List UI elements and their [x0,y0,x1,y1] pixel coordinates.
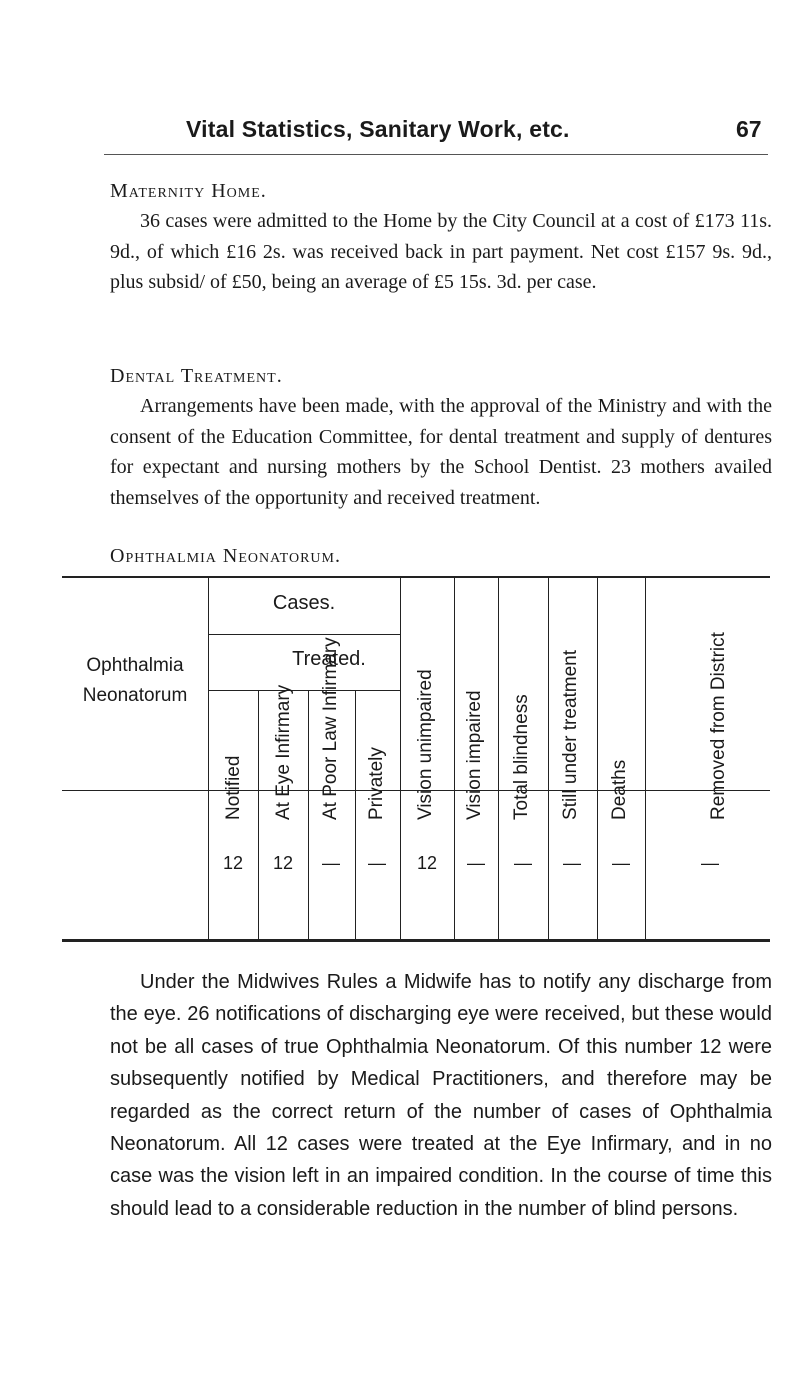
ophthalmia-paragraph: Under the Midwives Rules a Midwife has to notify any discharge from the eye. 26 notifications of discharging eye were received, but these would not be all cases of true Ophthalmia Neonatorum. Of this number 12 were subsequently notified by Medical Practitioners, and therefore may be regarded as the correct return of the number of cases of Ophthalmia Neonatorum. All 12 cases were treated at the Eye Infirmary, and in no case was the vision left in an impaired condition. In the course of time this should lead to a considerable reduction in the number of blind persons. [110,971,772,1220]
col-divider [208,578,209,940]
col-header-poor-law-infirmary: At Poor Law Infirmary [320,637,341,820]
cases-group-rule [208,634,400,635]
cell-removed-from-district: — [701,853,719,873]
cell-total-blindness: — [514,853,532,873]
cases-group-header: Cases. [272,592,336,614]
col-divider [597,578,598,940]
col-header-removed-from-district: Removed from District [708,632,729,820]
col-header-deaths: Deaths [609,759,630,820]
col-divider [308,690,309,940]
row-label-line2: Neonatorum [82,685,188,706]
cell-privately: — [368,853,386,873]
dental-heading: Dental Treatment. [110,365,283,387]
col-header-vision-impaired: Vision impaired [464,690,485,820]
table-bottom-rule [62,939,770,942]
cell-eye-infirmary: 12 [272,853,294,873]
col-divider [400,578,401,940]
col-divider [454,578,455,940]
page-number: 67 [736,116,762,142]
running-title: Vital Statistics, Sanitary Work, etc. [186,116,570,142]
table-top-rule [62,576,770,578]
maternity-paragraph: 36 cases were admitted to the Home by the City Council at a cost of £173 11s. 9d., of which £16 2s. was received back in part payment. Net cost £157 9s. 9d., plus subsid/ of £50, being an average of £5 15s. 3d. per case. [110,210,772,293]
col-divider [258,690,259,940]
cell-deaths: — [612,853,630,873]
ophthalmia-heading: Ophthalmia Neonatorum. [110,545,341,567]
col-divider [548,578,549,940]
treated-group-header: Treated. [292,648,366,670]
col-header-still-under-treatment: Still under treatment [560,649,581,820]
cell-vision-unimpaired: 12 [416,853,438,873]
col-divider [645,578,646,940]
col-divider [355,690,356,940]
cell-notified: 12 [222,853,244,873]
col-header-notified: Notified [223,755,244,820]
maternity-heading: Maternity Home. [110,180,267,202]
col-header-eye-infirmary: At Eye Infirmary [273,684,294,820]
cell-vision-impaired: — [467,853,485,873]
row-label-line1: Ophthalmia [86,655,184,676]
col-header-total-blindness: Total blindness [511,694,532,820]
cell-poor-law-infirmary: — [322,853,340,873]
dental-paragraph: Arrangements have been made, with the approval of the Ministry and with the consent of the Education Committee, for dental treatment and supply of dentures for expectant and nursing mothers by the School Dentist. 23 mothers availed themselves of the opportunity and received treatment. [110,395,772,509]
col-header-vision-unimpaired: Vision unimpaired [415,669,436,820]
col-divider [498,578,499,940]
col-header-privately: Privately [366,747,387,820]
cell-still-under-treatment: — [563,853,581,873]
